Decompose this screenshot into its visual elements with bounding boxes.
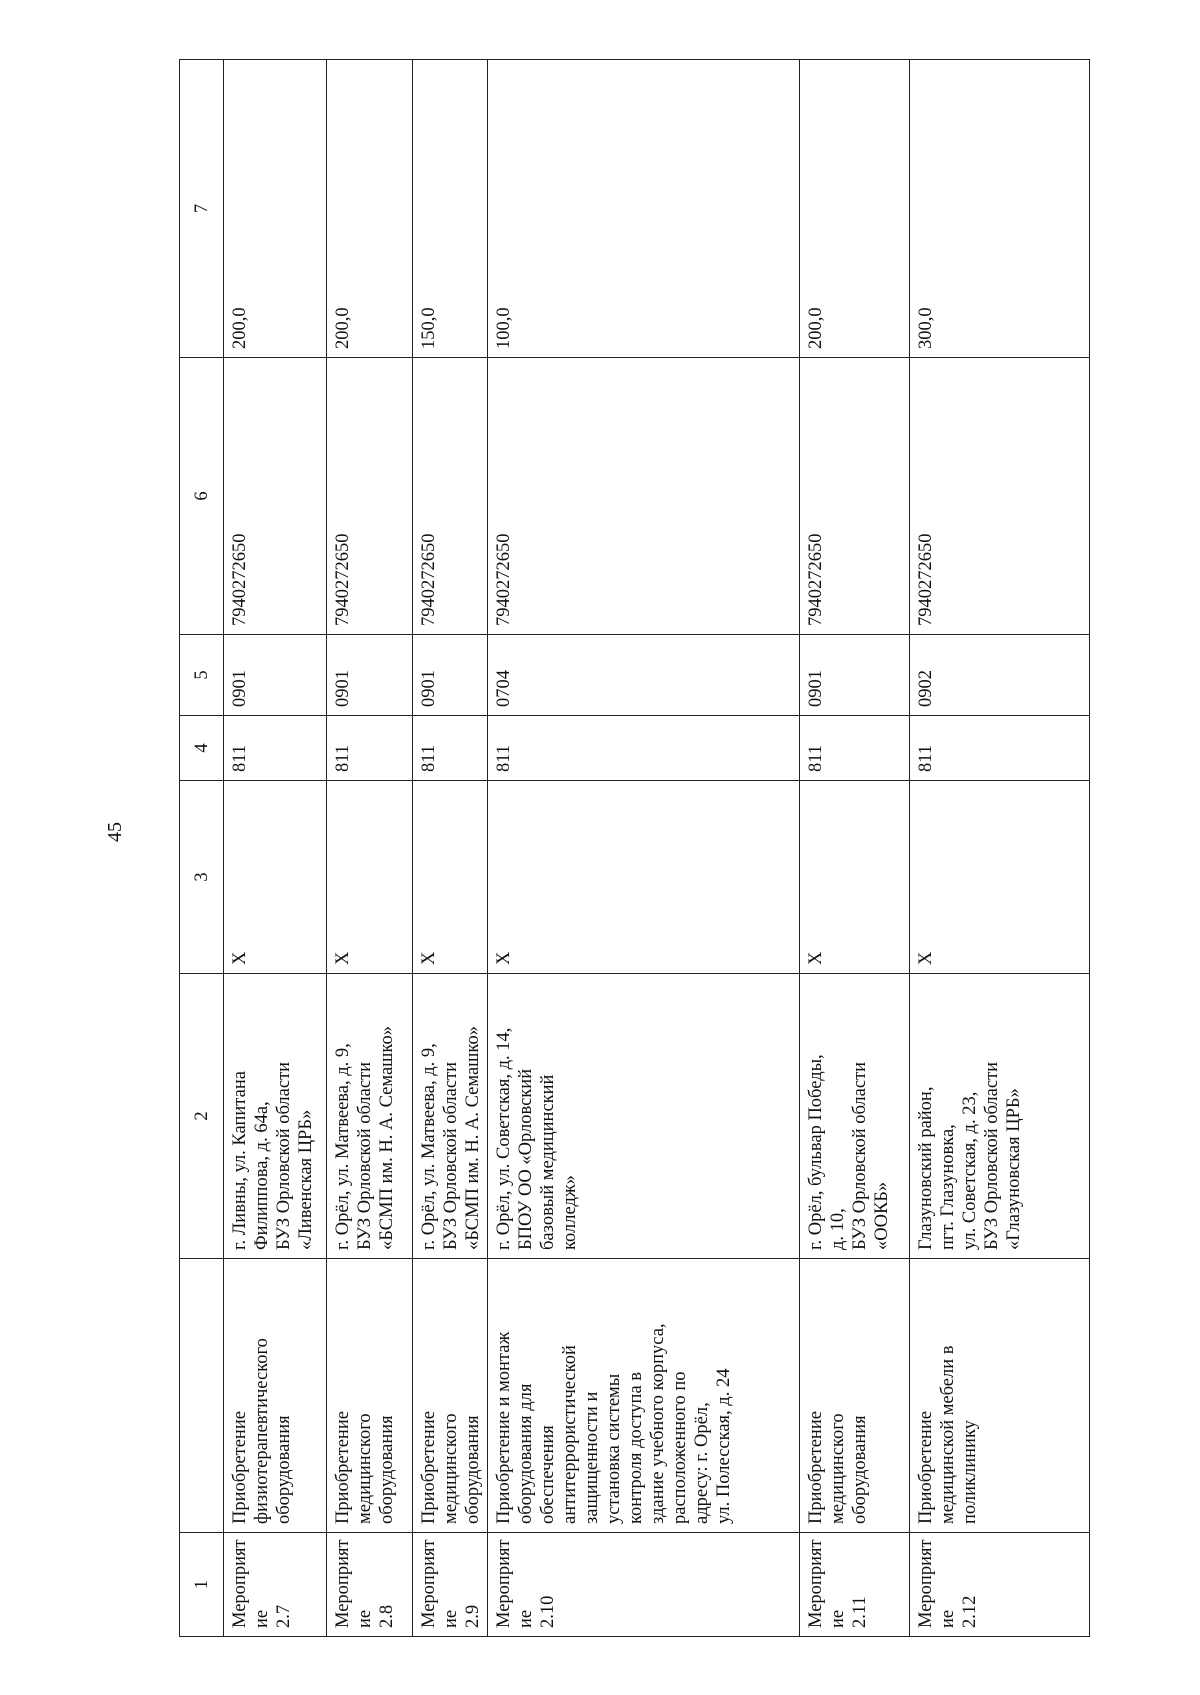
measure-cell: Мероприятие 2.10 <box>488 1533 800 1637</box>
purchase-description-cell: Приобретение медицинской мебели в поликлинику <box>910 1259 1090 1533</box>
measure-cell: Мероприятие 2.9 <box>413 1533 488 1637</box>
column-7-cell: 100,0 <box>488 60 800 358</box>
column-4-cell: 811 <box>910 716 1090 781</box>
address-cell: г. Орёл, ул. Матвеева, д. 9, БУЗ Орловской области «БСМП им. Н. А. Семашко» <box>413 974 488 1259</box>
column-7-cell: 200,0 <box>800 60 910 358</box>
column-3-cell: X <box>800 781 910 974</box>
purchase-description-cell: Приобретение медицинского оборудования <box>413 1259 488 1533</box>
column-7-cell: 200,0 <box>327 60 413 358</box>
column-5-cell: 0901 <box>327 635 413 716</box>
address-cell: Глазуновский район, пгт. Глазуновка, ул. Советская, д. 23, БУЗ Орловской области «Глазуновская ЦРБ» <box>910 974 1090 1259</box>
page-number: 45 <box>104 822 126 842</box>
header-cell-2: 2 <box>180 974 224 1259</box>
table-row <box>327 60 413 1637</box>
measure-cell: Мероприятие 2.7 <box>224 1533 327 1637</box>
column-5-cell: 0901 <box>224 635 327 716</box>
measure-cell: Мероприятие 2.12 <box>910 1533 1090 1637</box>
header-cell-1: 1 <box>180 1533 224 1637</box>
table-row <box>413 60 488 1637</box>
header-cell-4: 4 <box>180 716 224 781</box>
column-3-cell: X <box>488 781 800 974</box>
table-header-row <box>180 60 224 1637</box>
column-4-cell: 811 <box>413 716 488 781</box>
table-row <box>800 60 910 1637</box>
column-5-cell: 0901 <box>413 635 488 716</box>
column-6-cell: 7940272650 <box>488 358 800 635</box>
column-6-cell: 7940272650 <box>327 358 413 635</box>
column-6-cell: 7940272650 <box>910 358 1090 635</box>
column-5-cell: 0902 <box>910 635 1090 716</box>
address-cell: г. Орёл, бульвар Победы, д. 10, БУЗ Орловской области «ООКБ» <box>800 974 910 1259</box>
column-3-cell: X <box>413 781 488 974</box>
column-3-cell: X <box>327 781 413 974</box>
rotated-table-container <box>179 60 1089 1637</box>
header-cell-7: 7 <box>180 60 224 358</box>
measures-table <box>179 59 1090 1637</box>
column-4-cell: 811 <box>800 716 910 781</box>
column-4-cell: 811 <box>224 716 327 781</box>
column-6-cell: 7940272650 <box>413 358 488 635</box>
column-7-cell: 150,0 <box>413 60 488 358</box>
column-3-cell: X <box>910 781 1090 974</box>
column-5-cell: 0704 <box>488 635 800 716</box>
column-5-cell: 0901 <box>800 635 910 716</box>
column-7-cell: 300,0 <box>910 60 1090 358</box>
measure-cell: Мероприятие 2.11 <box>800 1533 910 1637</box>
table-row <box>488 60 800 1637</box>
address-cell: г. Орёл, ул. Матвеева, д. 9, БУЗ Орловской области «БСМП им. Н. А. Семашко» <box>327 974 413 1259</box>
column-3-cell: X <box>224 781 327 974</box>
address-cell: г. Ливны, ул. Капитана Филиппова, д. 64а, БУЗ Орловской области «Ливенская ЦРБ» <box>224 974 327 1259</box>
column-7-cell: 200,0 <box>224 60 327 358</box>
table-row <box>910 60 1090 1637</box>
column-6-cell: 7940272650 <box>800 358 910 635</box>
column-6-cell: 7940272650 <box>224 358 327 635</box>
table-row <box>224 60 327 1637</box>
purchase-description-cell: Приобретение и монтаж оборудования для обеспечения антитеррористической защищенности и установка системы контроля доступа в здание учебного корпуса, расположенного по адресу: г. Орёл, ул. Полесская, д. 24 <box>488 1259 800 1533</box>
column-4-cell: 811 <box>488 716 800 781</box>
measure-cell: Мероприятие 2.8 <box>327 1533 413 1637</box>
purchase-description-cell: Приобретение физиотерапевтического оборудования <box>224 1259 327 1533</box>
header-cell-blank <box>180 1259 224 1533</box>
header-cell-6: 6 <box>180 358 224 635</box>
column-4-cell: 811 <box>327 716 413 781</box>
purchase-description-cell: Приобретение медицинского оборудования <box>327 1259 413 1533</box>
header-cell-5: 5 <box>180 635 224 716</box>
address-cell: г. Орёл, ул. Советская, д. 14, БПОУ ОО «Орловский базовый медицинский колледж» <box>488 974 800 1259</box>
header-cell-3: 3 <box>180 781 224 974</box>
purchase-description-cell: Приобретение медицинского оборудования <box>800 1259 910 1533</box>
